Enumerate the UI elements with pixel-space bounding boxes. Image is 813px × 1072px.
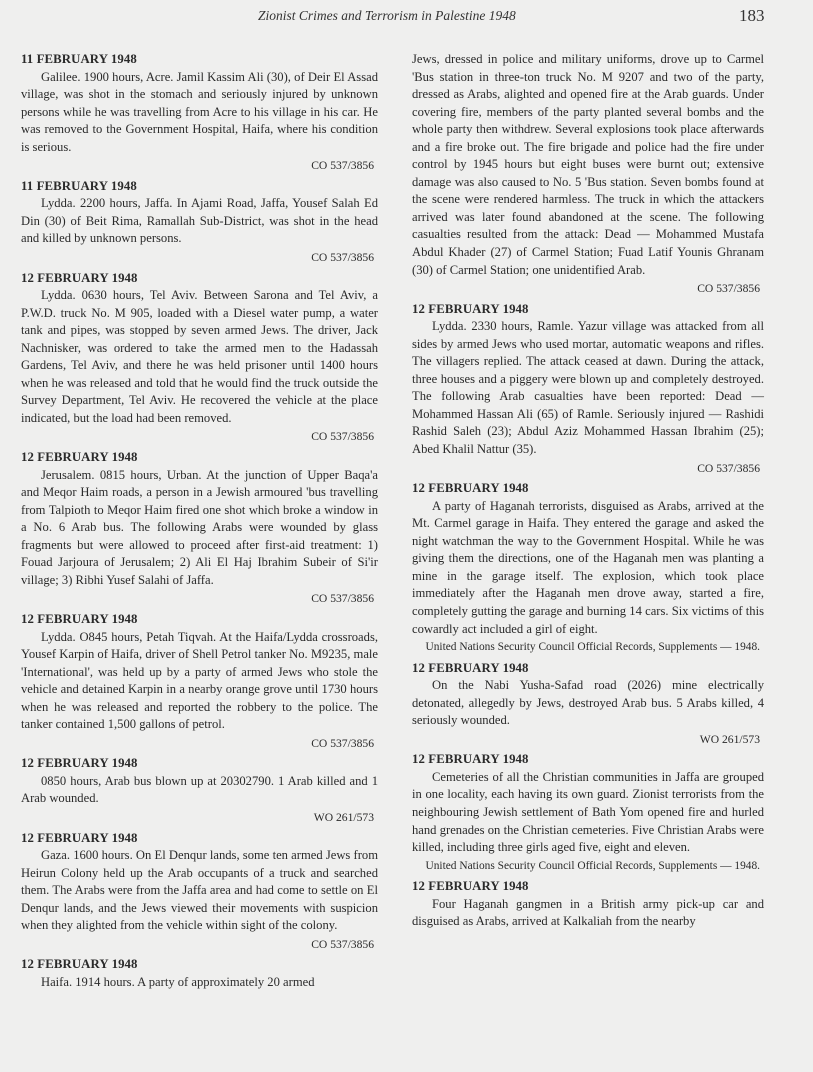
entry-date: 12 FEBRUARY 1948 — [412, 301, 529, 316]
entry-date: 12 FEBRUARY 1948 — [21, 957, 138, 972]
entry-text: Galilee. 1900 hours, Acre. Jamil Kassim Ali (30), of Deir El Assad village, was shot in the stomach and seriously injured by unknown persons while he was travelling from Acre to his village in his car. He was removed to the Government Hospital, Haifa, where his condition is serious. — [21, 69, 378, 154]
diary-entry — [21, 830, 378, 954]
entry-source: United Nations Security Council Official Records, Supplements — 1948. — [425, 859, 760, 872]
entry-source: CO 537/3856 — [311, 937, 374, 951]
diary-entry — [412, 878, 764, 931]
entry-text: A party of Haganah terrorists, disguised as Arabs, arrived at the Mt. Carmel garage in Haifa. They entered the garage and asked the night watchman the way to the Government Hospital. While he was giving them the directions, one of the Haganah men was planting a mine in the garage itself. The explosion, which took place immediately after the Haganah men drove away, started a fire, completely gutting the garage and burning 14 cars. Six victims of this cowardly act included a girl of eight. — [412, 498, 764, 636]
entry-source: CO 537/3856 — [697, 282, 760, 296]
entry-text: 0850 hours, Arab bus blown up at 20302790. 1 Arab killed and 1 Arab wounded. — [21, 773, 378, 806]
entry-date: 11 FEBRUARY 1948 — [21, 52, 137, 66]
diary-entry — [21, 611, 378, 752]
entry-date: 12 FEBRUARY 1948 — [412, 752, 529, 767]
entry-text: Cemeteries of all the Christian communities in Jaffa are grouped in one locality, each having its own guard. Zionist terrorists from the neighbouring Jewish settlement of Bath Yom opened fire and hurled hand grenades on the Christian cemeteries. Five Christian Arabs were killed, including three girls aged five, eight and eleven. — [412, 769, 764, 855]
entry-source: CO 537/3856 — [311, 430, 374, 444]
entry-source: CO 537/3856 — [311, 251, 374, 265]
diary-entry — [412, 480, 764, 656]
entry-text: Lydda. 2200 hours, Jaffa. In Ajami Road, Jaffa, Yousef Salah Ed Din (30) of Beit Rima, Ramallah Sub-District, was shot in the head and killed by unknown persons. — [21, 196, 378, 246]
entry-source: CO 537/3856 — [311, 159, 374, 173]
entry-text: On the Nabi Yusha-Safad road (2026) mine electrically detonated, allegedly by Jews, destroyed Arab bus. 5 Arabs killed, 4 seriously wounded. — [412, 678, 764, 728]
entry-text: Lydda. 0630 hours, Tel Aviv. Between Sarona and Tel Aviv, a P.W.D. truck No. M 905, loaded with a Diesel water pump, a water tank and pipes, was stopped by seven armed Jews. The driver, Jack Nachnisker, was ordered to take the armed men to the Hadassah Gardens, Tel Aviv, and there he was held prisoner until 1400 hours when he was released and told that he would find the truck outside the Survey Department, Tel Aviv. He recovered the vehicle at the place indicated, but the load had been removed. — [21, 288, 378, 425]
entry-text: Lydda. 2330 hours, Ramle. Yazur village was attacked from all sides by armed Jews who used mortar, automatic weapons and rifles. The villagers replied. The attack ceased at dawn. During the attack, three houses and a piggery were blown up and completely destroyed. The following Arab casualties have been reported: Dead — Mohammed Hassan Ali (65) of Ramle. Seriously injured — Rashidi Rashid Saleh (23); Abdul Aziz Mohammed Hassan Ibrahim (25); Abed Khalil Nattur (35). — [412, 319, 764, 457]
right-column — [412, 51, 764, 931]
entry-source: WO 261/573 — [313, 810, 374, 824]
entry-source: United Nations Security Council Official Records, Supplements — 1948. — [425, 641, 760, 654]
page-number: 183 — [739, 6, 765, 25]
diary-entry — [21, 449, 378, 608]
entry-date: 12 FEBRUARY 1948 — [21, 756, 138, 771]
entry-text: Jerusalem. 0815 hours, Urban. At the junction of Upper Baqa'a and Meqor Haim roads, a person in a Jewish armoured 'bus travelling from Talpioth to Meqor Haim fired one shot which broke a window in a No. 6 Arab bus. The following Arabs were wounded by glass fragments but were allowed to proceed after first-aid treatment: 1) Fouad Jarjoura of Jerusalem; 2) Ali El Haj Ibrahim Subeir of Si'ir village; 3) Ribhi Yusef Salahi of Jaffa. — [21, 467, 378, 587]
diary-entry — [21, 956, 378, 991]
diary-entry — [412, 660, 764, 749]
entry-date: 12 FEBRUARY 1948 — [21, 611, 138, 626]
left-column — [21, 48, 378, 991]
running-header — [0, 6, 813, 28]
entry-date: 12 FEBRUARY 1948 — [21, 270, 138, 285]
entry-date: 11 FEBRUARY 1948 — [21, 178, 137, 193]
entry-text: Haifa. 1914 hours. A party of approximately 20 armed — [41, 974, 315, 989]
entry-text: Lydda. O845 hours, Petah Tiqvah. At the Haifa/Lydda crossroads, Yousef Karpin of Haifa, driver of Shell Petrol tanker No. M9235, male 'International', was held up by a party of armed Jews who stole the vehicle and detained Karpin in a nearby orange grove until 1730 hours when he was released and reported the robbery to the police. The tanker contained 1,500 gallons of petrol. — [21, 629, 378, 732]
diary-entry — [412, 51, 764, 298]
diary-entry — [21, 270, 378, 446]
entry-date: 12 FEBRUARY 1948 — [21, 450, 138, 465]
diary-entry — [412, 751, 764, 875]
entry-date: 12 FEBRUARY 1948 — [412, 660, 529, 675]
entry-date: 12 FEBRUARY 1948 — [412, 481, 529, 496]
entry-text: Four Haganah gangmen in a British army pick-up car and disguised as Arabs, arrived at Kalkaliah from the nearby — [412, 896, 764, 929]
diary-entry — [21, 51, 378, 175]
entry-source: WO 261/573 — [699, 732, 760, 746]
entry-date: 12 FEBRUARY 1948 — [21, 830, 138, 845]
diary-entry — [21, 178, 378, 267]
entry-source: CO 537/3856 — [311, 592, 374, 606]
entry-text: Jews, dressed in police and military uniforms, drove up to Carmel 'Bus station in three-ton truck No. M 9207 and two of the party, dressed as Arabs, alighted and opened fire at the Arab guards. Under covering fire, members of the party planted several bombs and the whole party then withdrew. Several explosions took place afterwards and a fire broke out. The fire brigade and police had the fire under control by 1945 hours but eight buses were burnt out; extensive damage was also caused to No. 5 'Bus station. Seven bombs found at the scene were rendered harmless. The truck in which the attackers arrived was later found abandoned at the scene. The following casualties resulted from the attack: Dead — Mohammed Mustafa Abdul Khader (27) of Carmel Station; Fuad Latif Younis Ghranam (30) of Carmel Station; one unidentified Arab. — [412, 52, 764, 277]
entry-text: Gaza. 1600 hours. On El Denqur lands, some ten armed Jews from Heirun Colony held up the Arab occupants of a truck and searched them. The Arabs were from the Jaffa area and had come to settle on El Denqur lands, and the Jews viewed their movements with suspicion when they alighted from the vehicle within sight of the colony. — [21, 848, 378, 933]
running-title: Zionist Crimes and Terrorism in Palestine 1948 — [258, 8, 516, 23]
entry-source: CO 537/3856 — [311, 736, 374, 750]
diary-entry — [412, 301, 764, 477]
entry-source: CO 537/3856 — [697, 461, 760, 475]
diary-entry — [21, 755, 378, 826]
entry-date: 12 FEBRUARY 1948 — [412, 879, 529, 894]
